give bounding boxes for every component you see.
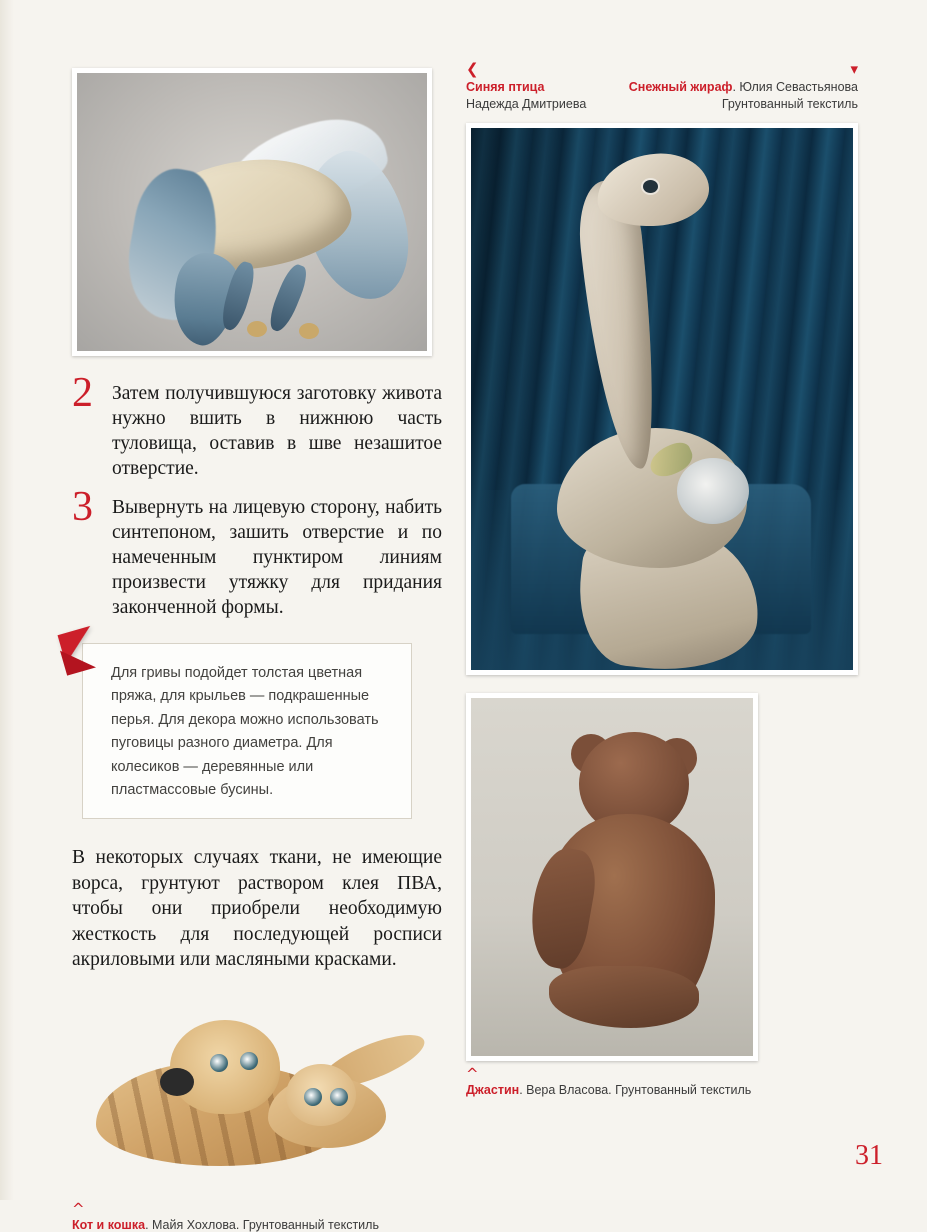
step-number: 3 — [72, 483, 93, 530]
bear-caption-title: Джастин — [466, 1082, 520, 1097]
step-text: Вывернуть на лицевую сторону, набить синтепоном, зашить отверстие и по намеченным пунктиром линиям произвести утяжку для придания законченной формы. — [112, 496, 442, 618]
right-column — [466, 62, 858, 1097]
tip-box — [82, 643, 412, 820]
giraffe-photo-frame — [466, 123, 858, 675]
cats-caption-rest: . Майя Хохлова. Грунтованный текстиль — [145, 1218, 379, 1232]
chevron-down-icon: ▾ — [850, 60, 858, 78]
page-left-edge — [0, 0, 14, 1200]
top-caption-left — [466, 79, 586, 113]
bear-photo-frame — [466, 693, 758, 1061]
blue-bird-author: Надежда Дмитриева — [466, 96, 587, 111]
step-text: Затем получившуюся заготовку живота нужно вшить в нижнюю часть туловища, оставив в шве незашитое отверстие. — [112, 383, 442, 479]
instruction-step-3 — [72, 483, 442, 621]
chevron-up-icon: ^ — [466, 1064, 479, 1083]
horse-hoof-shape — [247, 321, 267, 337]
horse-hoof-shape — [299, 323, 319, 339]
giraffe-flower-shape — [677, 458, 749, 524]
horse-photo-frame — [72, 68, 432, 356]
tip-text: Для гривы подойдет толстая цветная пряжа, для крыльев — подкрашенные перья. Для декора можно использовать пуговицы разного диаметра. Для колесиков — деревянные или пластмассовые бусины. — [111, 664, 379, 798]
cat-nose-shape — [160, 1068, 194, 1096]
giraffe-credit-line — [629, 79, 858, 96]
cats-caption — [72, 1202, 442, 1232]
bear-leg-shape — [549, 966, 699, 1028]
giraffe-author: . Юлия Севастьянова — [732, 80, 858, 94]
horse-photo — [77, 73, 427, 351]
page-number: 31 — [855, 1140, 883, 1171]
bear-photo — [471, 698, 753, 1056]
blue-bird-title: Синяя птица — [466, 80, 545, 94]
giraffe-photo — [471, 128, 853, 670]
instruction-step-2 — [72, 370, 442, 482]
bear-caption-rest: . Вера Власова. Грунтованный текстиль — [519, 1082, 752, 1097]
left-column — [72, 68, 442, 1232]
giraffe-material: Грунтованный текстиль — [721, 96, 858, 111]
chevron-left-icon: ❮ — [466, 60, 479, 78]
chevron-up-icon: ^ — [72, 1200, 85, 1219]
top-caption-arrows — [466, 62, 858, 77]
cats-illustration — [72, 992, 442, 1196]
bear-caption — [466, 1064, 858, 1097]
step-number: 2 — [72, 370, 93, 416]
top-caption — [466, 79, 858, 113]
body-paragraph: В некоторых случаях ткани, не имеющие ворса, грунтуют раствором клея ПВА, чтобы они приобрели необходимую жесткость для последующей росписи акриловыми или масляными красками. — [72, 847, 442, 970]
giraffe-title: Снежный жираф — [628, 80, 733, 94]
cats-caption-title: Кот и кошка — [72, 1218, 146, 1232]
top-caption-right — [629, 79, 858, 113]
giraffe-eye-shape — [643, 180, 658, 193]
